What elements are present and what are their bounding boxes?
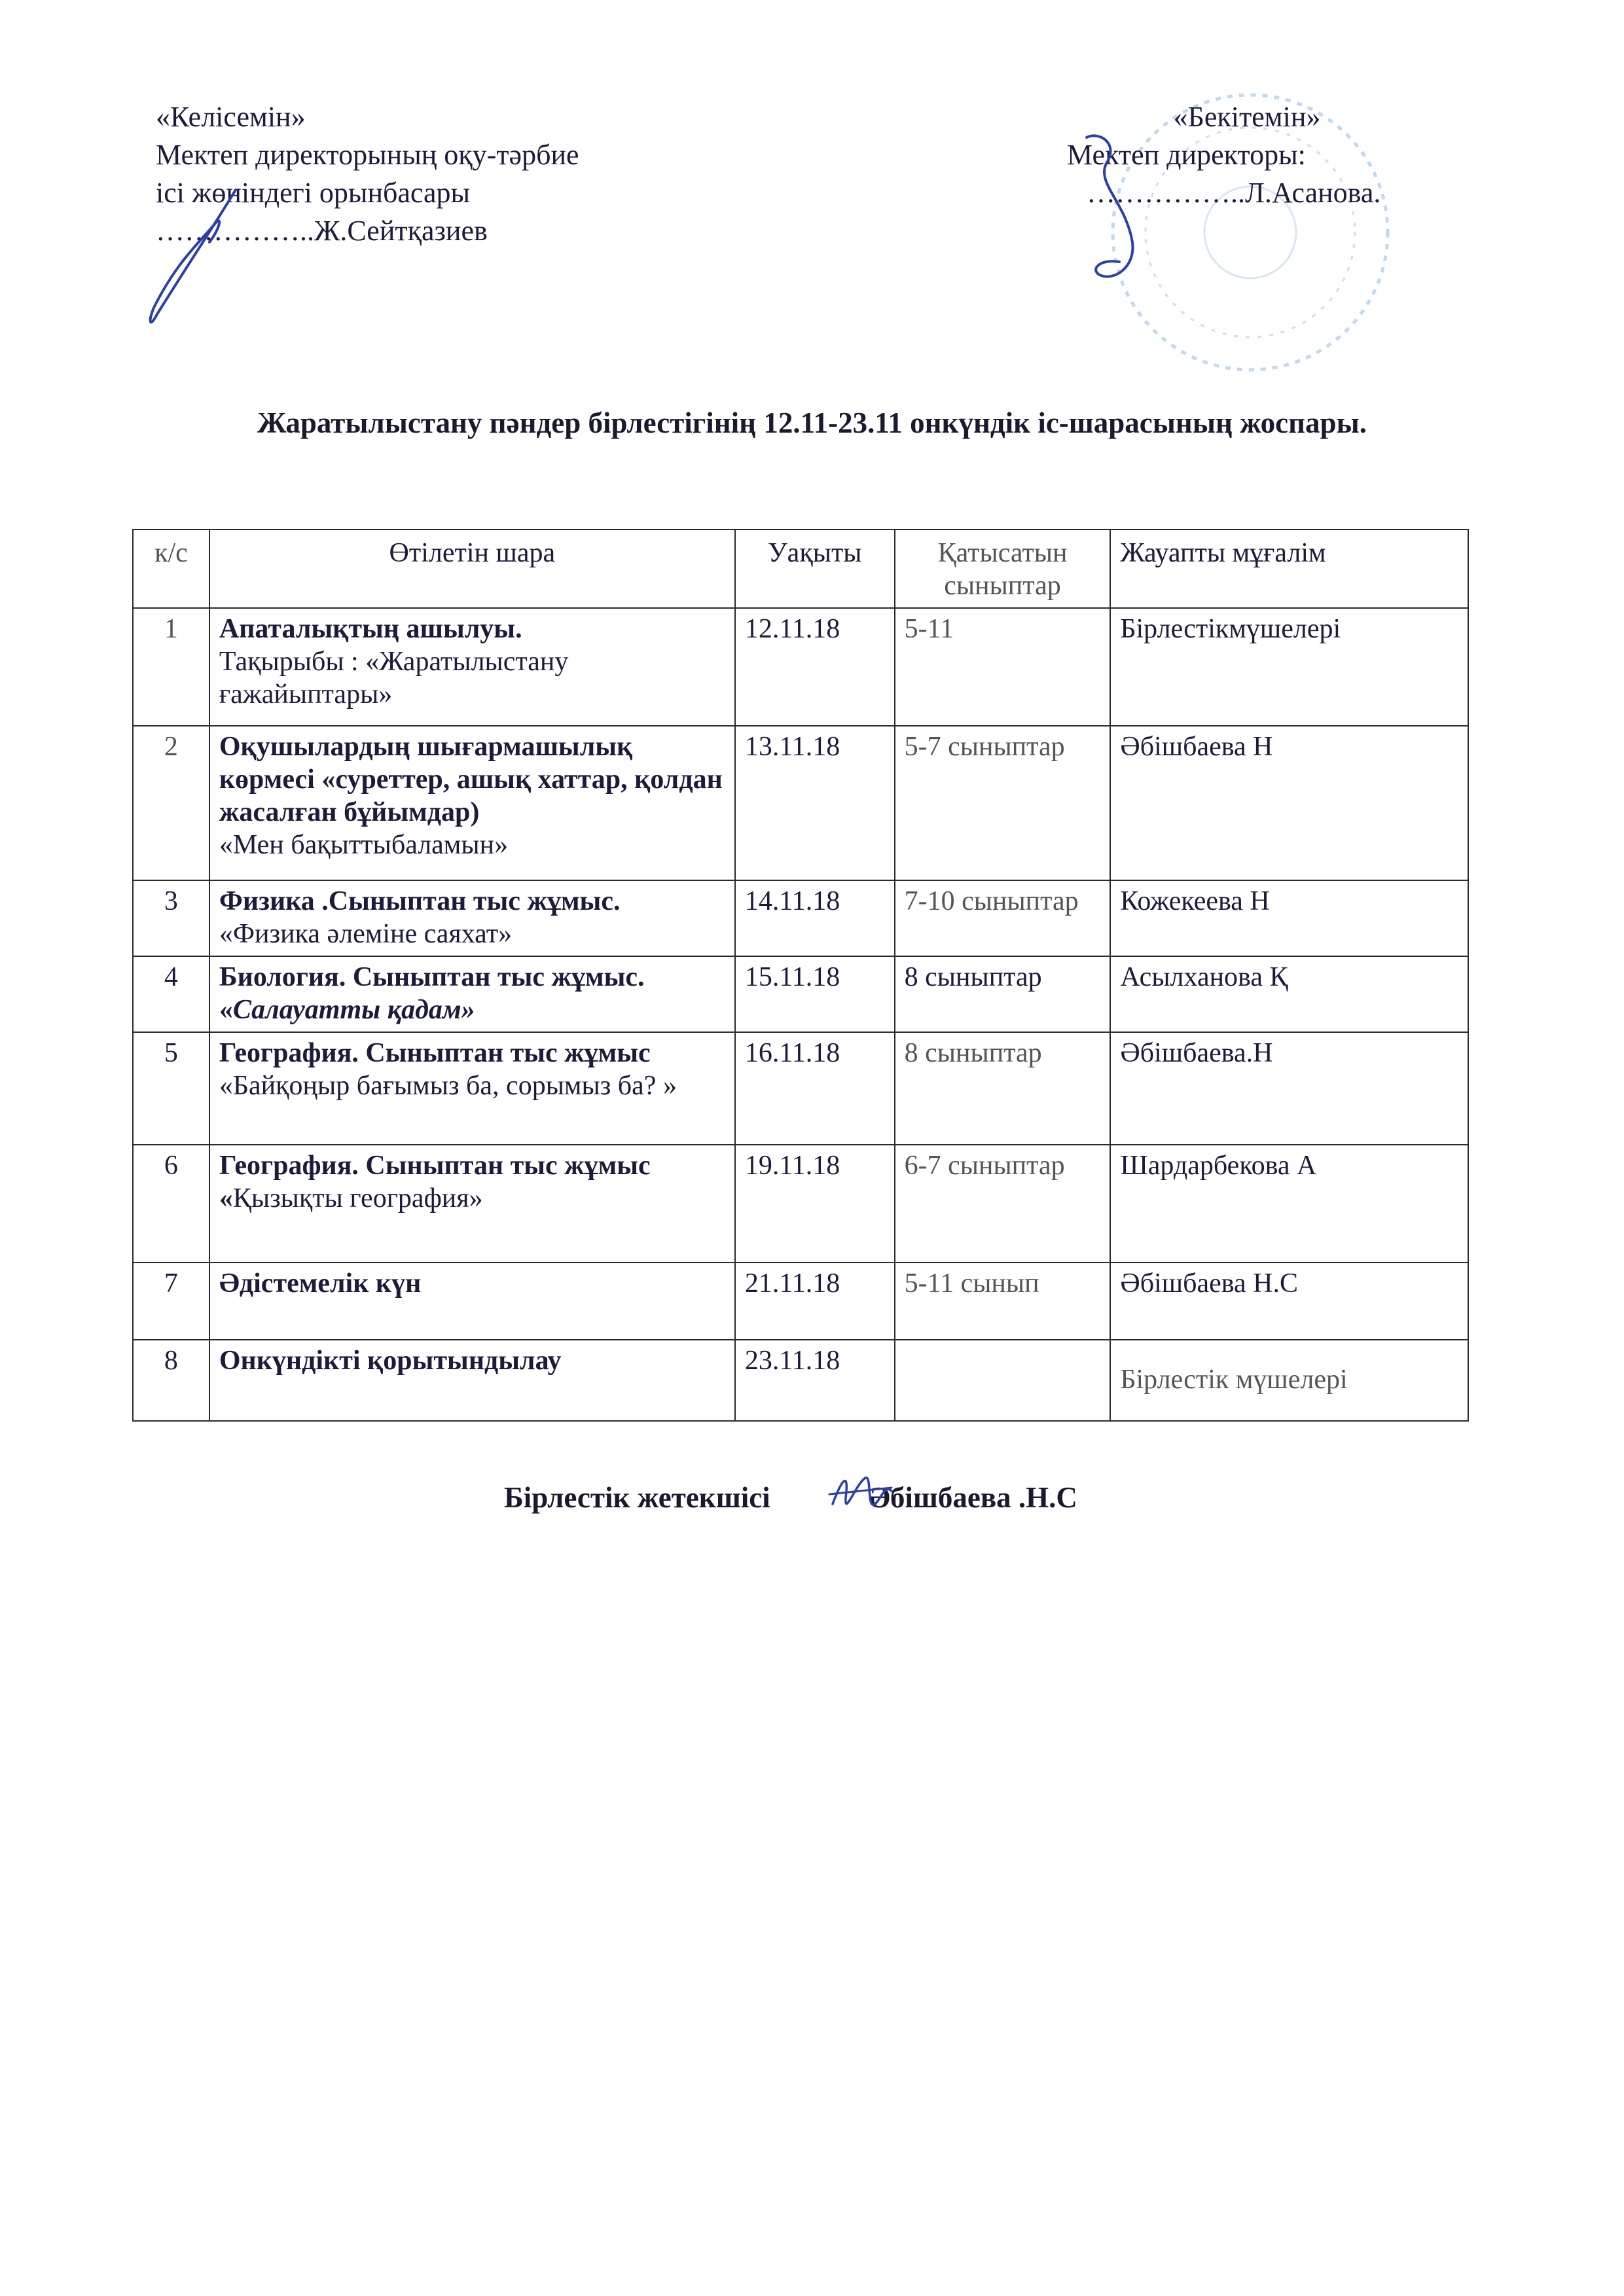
event-subtitle: «Байқоңыр бағымыз ба, сорымыз ба? »: [219, 1071, 677, 1101]
event-subtitle: Тақырыбы : «Жаратылыстану ғажайыптары»: [219, 647, 569, 709]
event-title: Апаталықтың ашылуы.: [219, 614, 522, 644]
row-event: [209, 726, 735, 880]
row-classes: 8 сыныптар: [895, 956, 1111, 1032]
row-date: 12.11.18: [735, 608, 895, 726]
table-row: [133, 880, 1468, 956]
table-row: [133, 1263, 1468, 1340]
row-number: 3: [133, 880, 209, 956]
row-teacher: Әбішбаева Н.С: [1110, 1263, 1468, 1340]
row-event: [209, 956, 735, 1032]
header-date: Уақыты: [735, 529, 895, 608]
row-date: 23.11.18: [735, 1340, 895, 1421]
footer-name: Әбішбаева .Н.С: [868, 1481, 1077, 1514]
table-row: [133, 726, 1468, 880]
row-classes: 5-11: [895, 608, 1111, 726]
table-row: [133, 1145, 1468, 1263]
row-teacher: Кожекеева Н: [1110, 880, 1468, 956]
event-plan-table: [132, 529, 1469, 1422]
row-classes: [895, 1340, 1111, 1421]
footer-role: Бірлестік жетекшісі: [504, 1481, 770, 1514]
row-date: 21.11.18: [735, 1263, 895, 1340]
row-number: 5: [133, 1032, 209, 1145]
row-date: 13.11.18: [735, 726, 895, 880]
event-title: Оқушылардың шығармашылық көрмесі «суреттер, ашық хаттар, қолдан жасалған бұйымдар): [219, 732, 723, 827]
table-header-row: [133, 529, 1468, 608]
row-number: 1: [133, 608, 209, 726]
event-title: Онкүндікті қорытындылау: [219, 1346, 562, 1376]
table-row: [133, 1340, 1468, 1421]
row-event: [209, 608, 735, 726]
table-row: [133, 1032, 1468, 1145]
table-row: [133, 956, 1468, 1032]
row-classes: 7-10 сыныптар: [895, 880, 1111, 956]
event-subtitle: «Физика әлеміне саяхат»: [219, 919, 513, 949]
row-number: 8: [133, 1340, 209, 1421]
row-event: [209, 1340, 735, 1421]
plan-title: Жаратылыстану пәндер бірлестігінің 12.11-23.11 онкүндік іс-шарасының жоспары.: [257, 406, 1367, 439]
agreement-heading: «Келісемін»: [156, 101, 306, 133]
event-subtitle: Қызықты география»: [232, 1183, 483, 1213]
event-title: География. Сыныптан тыс жұмыс «: [219, 1151, 651, 1213]
row-date: 14.11.18: [735, 880, 895, 956]
row-teacher: Бірлестік мүшелері: [1110, 1340, 1468, 1421]
row-number: 7: [133, 1263, 209, 1340]
approval-heading: «Бекітемін»: [1173, 101, 1321, 133]
event-subtitle: «Мен бақыттыбаламын»: [219, 830, 509, 860]
agreement-line-2: ісі жөніндегі орынбасары: [156, 177, 471, 209]
event-title: Физика .Сыныптан тыс жұмыс.: [219, 886, 621, 916]
approval-block: [1067, 98, 1407, 212]
row-date: 15.11.18: [735, 956, 895, 1032]
agreement-line-1: Мектеп директорының оқу-тәрбие: [156, 139, 579, 171]
header-teacher: Жауапты мұғалім: [1110, 529, 1468, 608]
row-number: 2: [133, 726, 209, 880]
agreement-block: [156, 98, 579, 250]
event-title: Биология. Сыныптан тыс жұмыс. «: [219, 962, 645, 1025]
row-classes: 5-7 сыныптар: [895, 726, 1111, 880]
row-number: 4: [133, 956, 209, 1032]
header-number: к/с: [133, 529, 209, 608]
event-title: География. Сыныптан тыс жұмыс: [219, 1038, 651, 1068]
row-teacher: Әбішбаева Н: [1110, 726, 1468, 880]
row-classes: 6-7 сыныптар: [895, 1145, 1111, 1263]
row-event: [209, 1263, 735, 1340]
footer-signature-line: [504, 1480, 1077, 1515]
approval-line-1: Мектеп директоры:: [1067, 139, 1306, 171]
row-classes: 8 сыныптар: [895, 1032, 1111, 1145]
row-teacher: Бірлестікмүшелері: [1110, 608, 1468, 726]
approval-line-2: ……………..Л.Асанова.: [1087, 177, 1381, 209]
header-event: Өтілетін шара: [209, 529, 735, 608]
header-classes: Қатысатын сыныптар: [895, 529, 1111, 608]
agreement-line-3: ……………..Ж.Сейтқазиев: [156, 215, 488, 247]
row-event: [209, 880, 735, 956]
row-classes: 5-11 сынып: [895, 1263, 1111, 1340]
row-event: [209, 1032, 735, 1145]
event-title: Әдістемелік күн: [219, 1268, 422, 1299]
row-number: 6: [133, 1145, 209, 1263]
row-date: 16.11.18: [735, 1032, 895, 1145]
row-teacher: Әбішбаева.Н: [1110, 1032, 1468, 1145]
row-teacher: Асылханова Қ: [1110, 956, 1468, 1032]
row-date: 19.11.18: [735, 1145, 895, 1263]
row-teacher: Шардарбекова А: [1110, 1145, 1468, 1263]
event-title-italic: Салауатты қадам»: [232, 995, 475, 1025]
table-row: [133, 608, 1468, 726]
row-event: [209, 1145, 735, 1263]
